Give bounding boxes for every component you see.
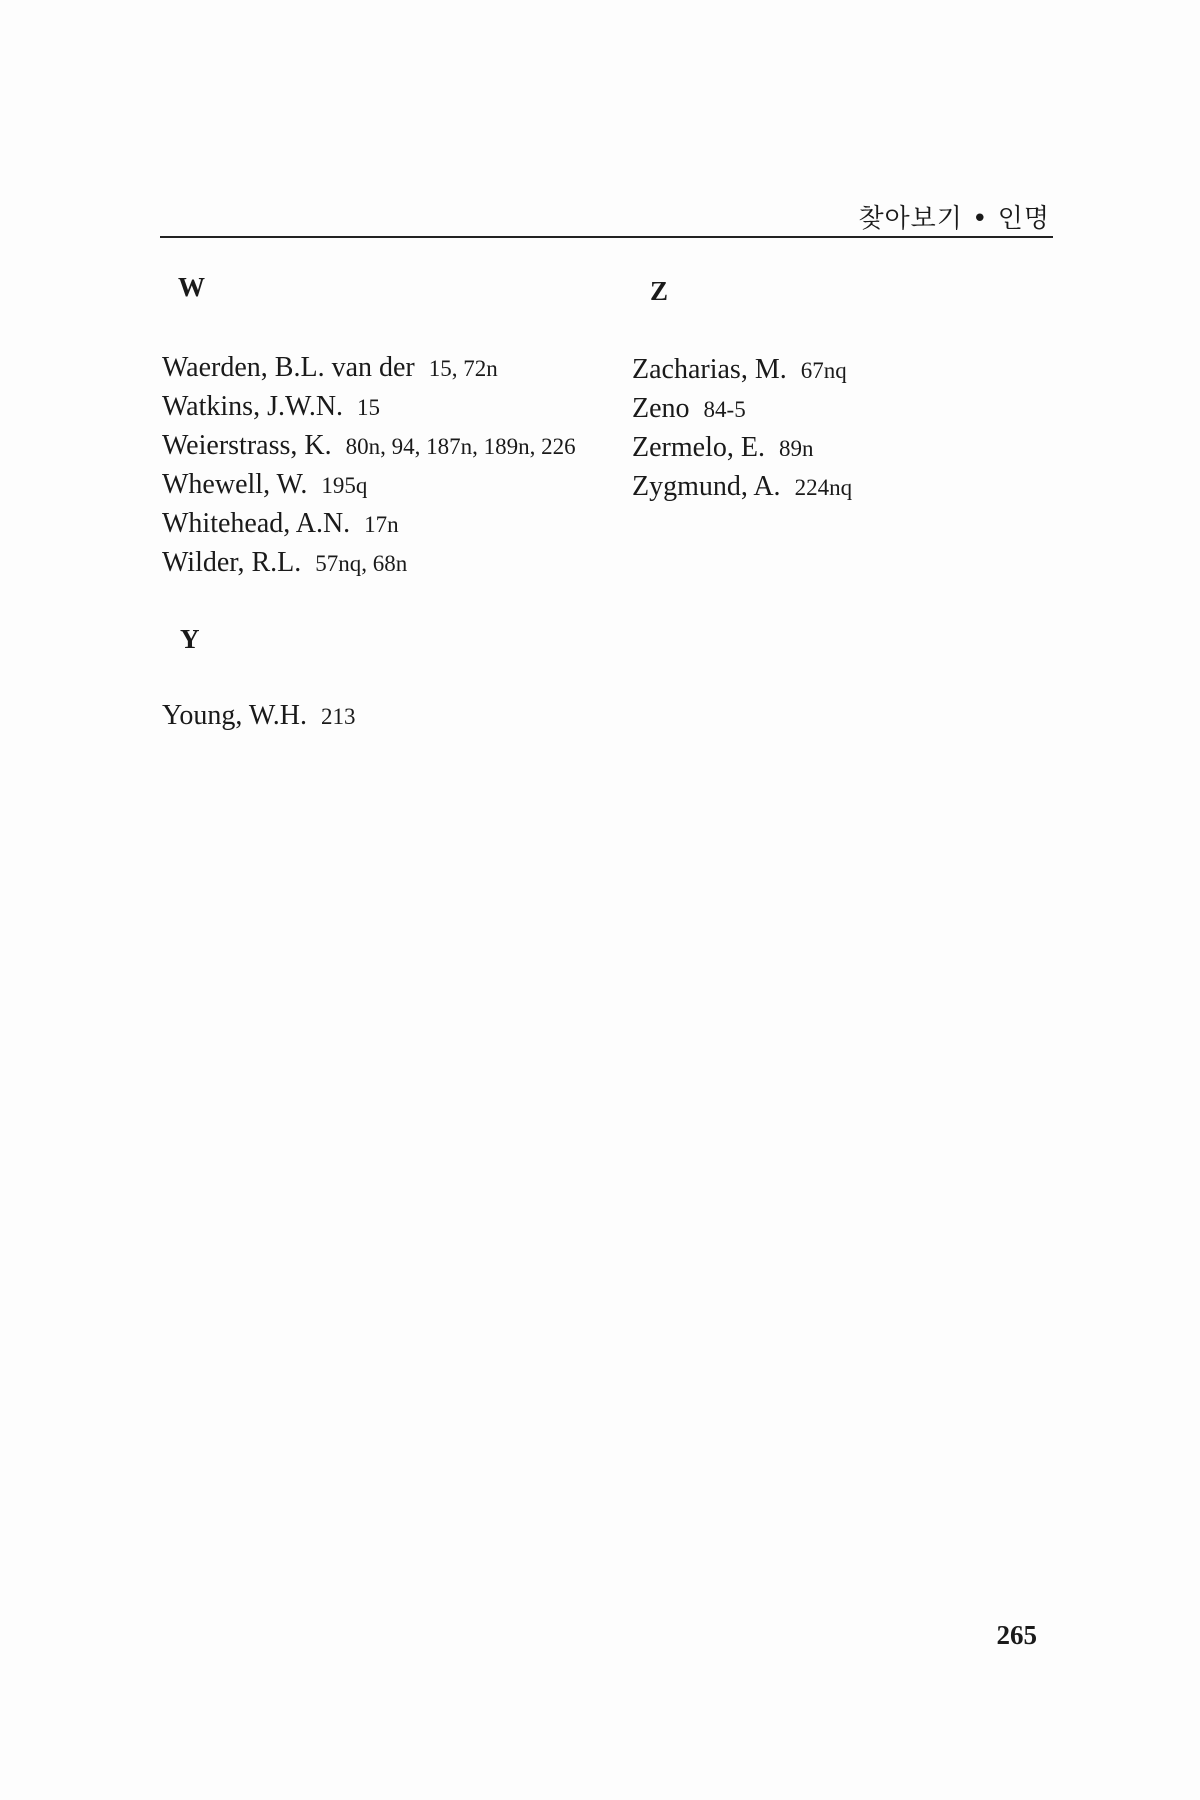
entry-pages: 15, 72n (428, 356, 498, 381)
entry-pages: 15 (357, 395, 381, 420)
index-entry (162, 391, 380, 423)
entry-pages: 89n (778, 436, 814, 461)
index-entry (162, 547, 407, 579)
entry-pages: 213 (321, 704, 356, 729)
section-letter-w: W (178, 272, 205, 302)
index-entry (162, 352, 498, 384)
index-entry (162, 430, 576, 462)
section-letter-y: Y (180, 624, 200, 654)
entry-name: Zermelo, E. (632, 432, 765, 463)
index-entry (632, 393, 746, 425)
entry-pages: 80n, 94, 187n, 189n, 226 (345, 434, 576, 459)
entry-pages: 224nq (794, 475, 853, 500)
entry-name: Zacharias, M. (632, 354, 787, 385)
entry-name: Watkins, J.W.N. (162, 391, 344, 422)
entry-name: Wilder, R.L. (162, 547, 302, 578)
index-entry (162, 469, 367, 501)
entry-name: Young, W.H. (162, 700, 307, 731)
entry-pages: 195q (321, 473, 368, 498)
entry-pages: 57nq, 68n (315, 551, 408, 576)
entry-name: Whitehead, A.N. (162, 508, 351, 539)
header-rule (160, 236, 1053, 238)
index-entry (632, 354, 847, 386)
entry-name: Weierstrass, K. (162, 430, 332, 461)
running-header-title: 찾아보기 • 인명 (858, 204, 1050, 234)
entry-name: Waerden, B.L. van der (162, 352, 415, 383)
entry-pages: 17n (364, 512, 399, 537)
entry-pages: 67nq (800, 358, 847, 383)
entry-name: Zygmund, A. (632, 471, 781, 502)
index-entry (632, 432, 813, 464)
section-letter-z: Z (650, 276, 669, 306)
page-number: 265 (996, 1620, 1037, 1650)
entry-name: Zeno (632, 393, 690, 424)
index-entry (162, 508, 399, 540)
entry-name: Whewell, W. (162, 469, 308, 500)
index-entry (632, 471, 852, 503)
entry-pages: 84-5 (703, 397, 746, 422)
index-entry (162, 700, 356, 732)
